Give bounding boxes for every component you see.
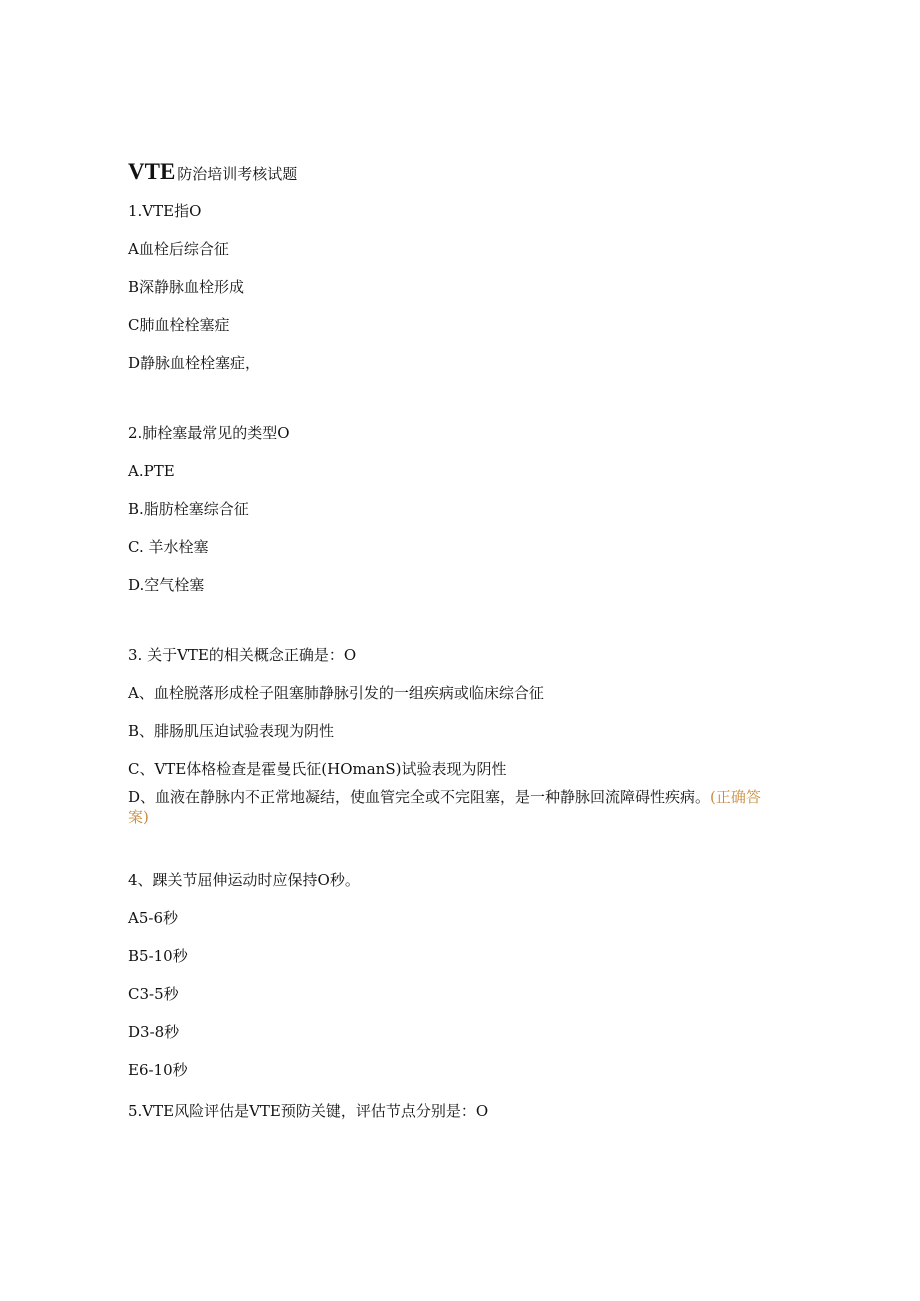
q3-option-d [128, 787, 768, 827]
q3-option-a: A、血栓脱落形成栓子阻塞肺静脉引发的一组疾病或临床综合征 [128, 684, 544, 702]
q3-question: 3. 关于VTE的相关概念正确是：O [128, 646, 357, 664]
q5-question: 5.VTE风险评估是VTE预防关键，评估节点分别是：O [128, 1102, 489, 1120]
q2-option-d: D.空气栓塞 [128, 576, 205, 594]
document-title [128, 158, 297, 188]
q3-option-c: C、VTE体格检查是霍曼氏征(HOmanS)试验表现为阴性 [128, 760, 507, 778]
q1-option-d: D静脉血栓栓塞症， [128, 354, 261, 372]
q1-option-c: C肺血栓栓塞症 [128, 316, 230, 334]
q2-question: 2.肺栓塞最常见的类型O [128, 424, 290, 442]
q2-option-a: A.PTE [128, 462, 175, 480]
q4-option-a: A5-6秒 [128, 909, 178, 927]
q4-option-e: E6-10秒 [128, 1061, 188, 1079]
title-abbreviation: VTE [128, 159, 176, 184]
correct-answer-note: (正确答案) [128, 788, 761, 826]
q1-question: 1.VTE指O [128, 202, 202, 220]
q3-option-d-text: D、血液在静脉内不正常地凝结，使血管完全或不完阻塞，是一种静脉回流障碍性疾病。 [128, 788, 711, 806]
q2-option-c: C. 羊水栓塞 [128, 538, 209, 556]
q3-option-b: B、腓肠肌压迫试验表现为阴性 [128, 722, 335, 740]
q1-option-b: B深静脉血栓形成 [128, 278, 245, 296]
q2-option-b: B.脂肪栓塞综合征 [128, 500, 249, 518]
q4-option-b: B5-10秒 [128, 947, 188, 965]
q1-option-a: A血栓后综合征 [128, 240, 229, 258]
q4-question: 4、踝关节屈伸运动时应保持O秒。 [128, 871, 360, 889]
q4-option-d: D3-8秒 [128, 1023, 180, 1041]
title-text: 防治培训考核试题 [177, 165, 298, 183]
q4-option-c: C3-5秒 [128, 985, 179, 1003]
